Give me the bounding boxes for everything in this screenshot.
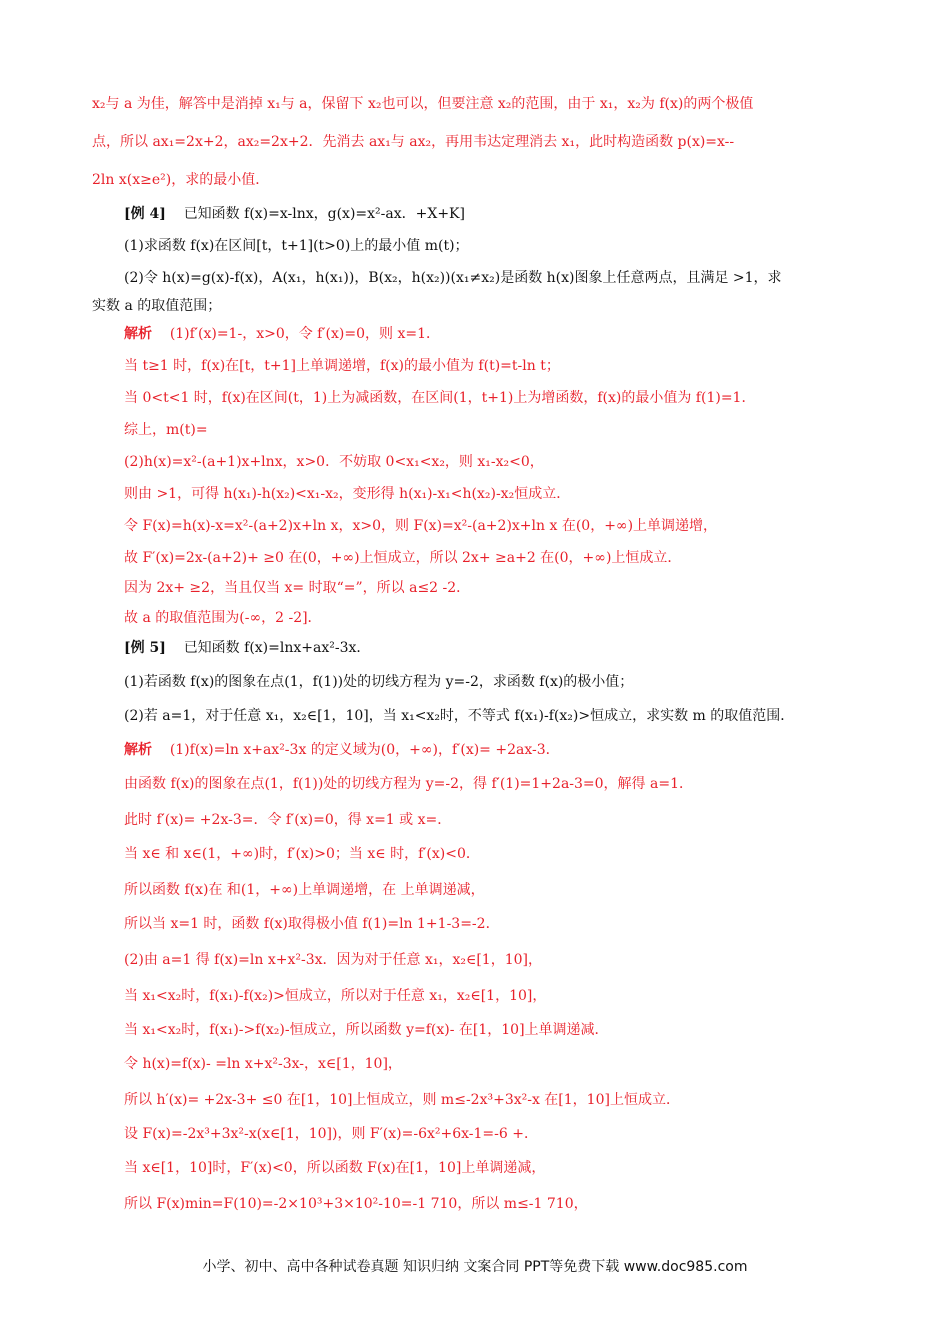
example-5-solution-11: 所以 h′(x)= +2x-3+ ≤0 在[1，10]上恒成立，则 m≤-2x³+3x²-x 在[1，10]上恒成立．: [124, 1092, 680, 1108]
example-5-solution-5: 所以函数 f(x)在 和(1，+∞)上单调递增，在 上单调递减，: [124, 882, 485, 898]
example-4-stem: [124, 204, 844, 224]
example-5-solution-12: 设 F(x)=-2x³+3x²-x(x∈[1，10])，则 F′(x)=-6x²+6x-1=-6 +．: [124, 1126, 538, 1142]
example-5-solution-10: 令 h(x)=f(x)- =ln x+x²-3x-，x∈[1，10]，: [124, 1056, 402, 1072]
example-5-solution-1: [124, 740, 844, 760]
example-4-solution-1: [124, 324, 844, 344]
page-footer: 小学、初中、高中各种试卷真题 知识归纳 文案合同 PPT等免费下载 www.doc985.com: [202, 1259, 748, 1275]
example-5-label: [例 5]: [124, 640, 166, 656]
example-4-label: [例 4]: [124, 206, 166, 222]
example-5-solution-1-text: (1)f(x)=ln x+ax²-3x 的定义域为(0，+∞)，f′(x)= +2ax-3．: [169, 742, 560, 758]
example-4-solution-6: 则由 >1，可得 h(x₁)-h(x₂)<x₁-x₂，变形得 h(x₁)-x₁<h(x₂)-x₂恒成立．: [124, 486, 571, 502]
example-4-question-2a: (2)令 h(x)=g(x)-f(x)，A(x₁，h(x₁))，B(x₂，h(x₂))(x₁≠x₂)是函数 h(x)图象上任意两点，且满足 >1，求: [124, 270, 782, 286]
example-4-solution-10: 故 a 的取值范围为(-∞，2 -2]．: [124, 610, 322, 626]
intro-line-3: 2ln x(x≥e²)，求的最小值．: [92, 172, 270, 188]
example-4-solution-label: 解析: [124, 326, 152, 342]
example-4-solution-5: (2)h(x)=x²-(a+1)x+lnx，x>0．不妨取 0<x₁<x₂，则 x₁-x₂<0，: [124, 454, 544, 470]
example-4-solution-9: 因为 2x+ ≥2，当且仅当 x= 时取“=”，所以 a≤2 -2．: [124, 580, 471, 596]
example-4-question-2b: 实数 a 的取值范围；: [92, 298, 222, 314]
example-4-question-1: (1)求函数 f(x)在区间[t，t+1](t>0)上的最小值 m(t)；: [124, 238, 469, 254]
example-5-stem: [124, 638, 844, 658]
example-5-question-2: (2)若 a=1，对于任意 x₁，x₂∈[1，10]，当 x₁<x₂时，不等式 f(x₁)-f(x₂)>恒成立，求实数 m 的取值范围．: [124, 708, 795, 724]
example-5-solution-13: 当 x∈[1，10]时，F′(x)<0，所以函数 F(x)在[1，10]上单调递减，: [124, 1160, 546, 1176]
example-5-solution-label: 解析: [124, 742, 152, 758]
example-5-solution-14: 所以 F(x)min=F(10)=-2×10³+3×10²-10=-1 710，所以 m≤-1 710，: [124, 1196, 588, 1212]
example-5-solution-4: 当 x∈ 和 x∈(1，+∞)时，f′(x)>0；当 x∈ 时，f′(x)<0．: [124, 846, 480, 862]
example-5-solution-6: 所以当 x=1 时，函数 f(x)取得极小值 f(1)=ln 1+1-3=-2．: [124, 916, 500, 932]
example-4-solution-7: 令 F(x)=h(x)-x=x²-(a+2)x+ln x，x>0，则 F(x)=x²-(a+2)x+ln x 在(0，+∞)上单调递增，: [124, 518, 718, 534]
example-4-solution-4: 综上，m(t)=: [124, 422, 208, 438]
example-4-solution-2: 当 t≥1 时，f(x)在[t，t+1]上单调递增，f(x)的最小值为 f(t)=t-ln t；: [124, 358, 560, 374]
example-4-solution-1-text: (1)f′(x)=1-，x>0，令 f′(x)=0，则 x=1．: [169, 326, 440, 342]
example-5-stem-text: 已知函数 f(x)=lnx+ax²-3x．: [183, 640, 371, 656]
example-5-question-1: (1)若函数 f(x)的图象在点(1，f(1))处的切线方程为 y=-2，求函数 f(x)的极小值；: [124, 674, 634, 690]
intro-line-2: 点，所以 ax₁=2x+2，ax₂=2x+2．先消去 ax₁与 ax₂，再用韦达定理消去 x₁，此时构造函数 p(x)=x--: [92, 134, 735, 150]
example-5-solution-2: 由函数 f(x)的图象在点(1，f(1))处的切线方程为 y=-2，得 f′(1)=1+2a-3=0，解得 a=1．: [124, 776, 693, 792]
example-5-solution-7: (2)由 a=1 得 f(x)=ln x+x²-3x．因为对于任意 x₁，x₂∈[1，10]，: [124, 952, 542, 968]
example-4-solution-3: 当 0<t<1 时，f(x)在区间(t，1)上为减函数，在区间(1，t+1)上为增函数，f(x)的最小值为 f(1)=1．: [124, 390, 756, 406]
example-5-solution-9: 当 x₁<x₂时，f(x₁)->f(x₂)-恒成立，所以函数 y=f(x)- 在[1，10]上单调递减．: [124, 1022, 609, 1038]
example-4-stem-text: 已知函数 f(x)=x-lnx，g(x)=x²-ax．+X+K]: [183, 206, 465, 222]
example-5-solution-3: 此时 f′(x)= +2x-3=．令 f′(x)=0，得 x=1 或 x=．: [124, 812, 452, 828]
example-5-solution-8: 当 x₁<x₂时，f(x₁)-f(x₂)>恒成立，所以对于任意 x₁，x₂∈[1，10]，: [124, 988, 547, 1004]
intro-line-1: x₂与 a 为佳，解答中是消掉 x₁与 a，保留下 x₂也可以，但要注意 x₂的范围，由于 x₁，x₂为 f(x)的两个极值: [92, 96, 754, 112]
example-4-solution-8: 故 F′(x)=2x-(a+2)+ ≥0 在(0，+∞)上恒成立，所以 2x+ ≥a+2 在(0，+∞)上恒成立．: [124, 550, 682, 566]
